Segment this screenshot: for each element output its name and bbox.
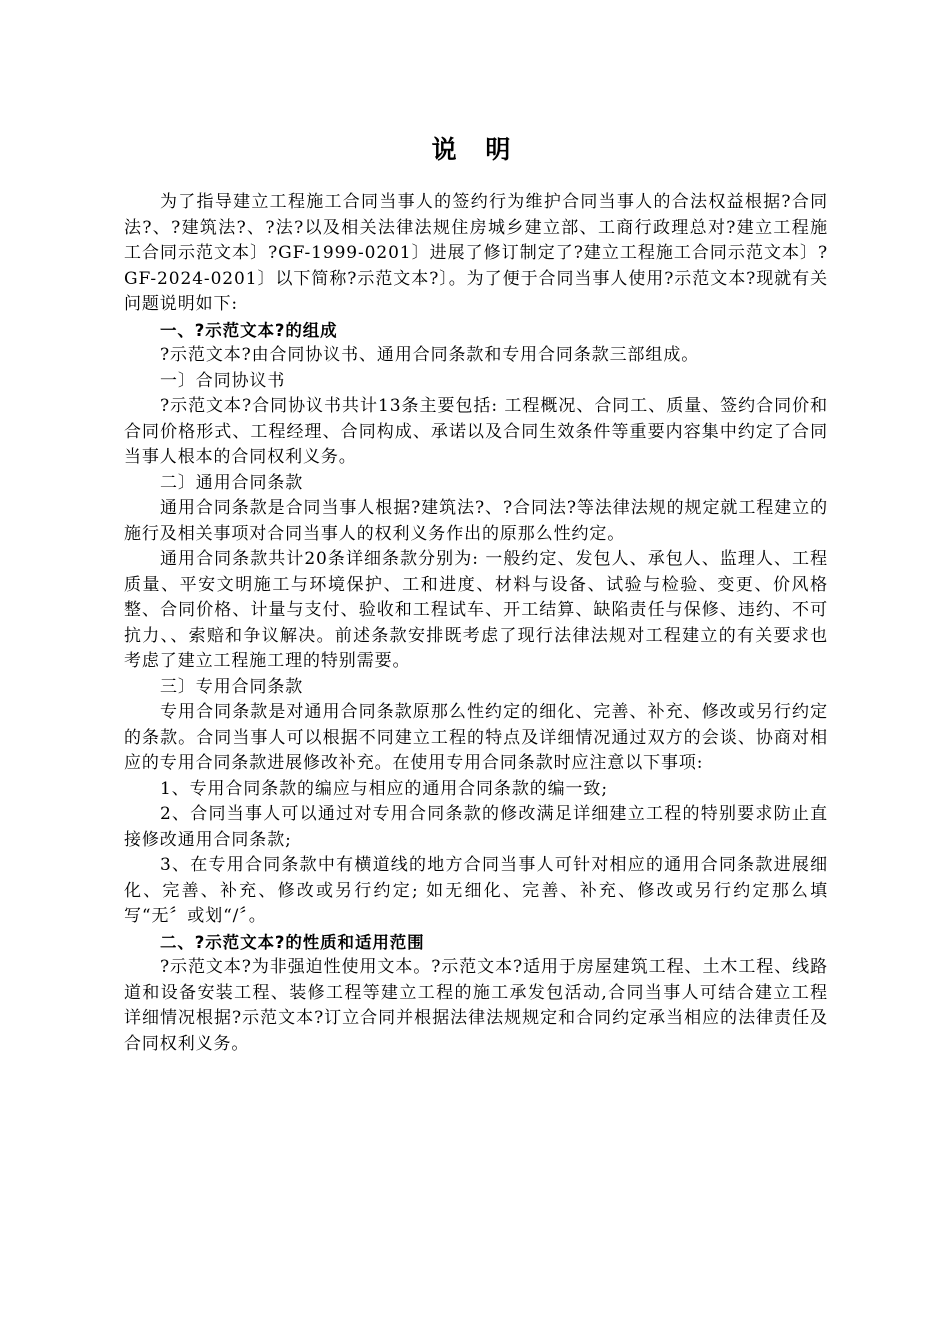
- special-terms-item-3: 3、在专用合同条款中有横道线的地方合同当事人可针对相应的通用合同条款进展细化、完善、补充、修改或另行约定; 如无细化、完善、补充、修改或另行约定那么填写“无〞或划“/〞。: [124, 855, 828, 926]
- special-terms-paragraph: 专用合同条款是对通用合同条款原那么性约定的细化、完善、补充、修改或另行约定的条款。合同当事人可以根据不同建立工程的特点及详细情况通过双方的会谈、协商对相应的专用合同条款进展修改补充。在使用专用合同条款时应注意以下事项:: [124, 702, 828, 773]
- intro-paragraph: 为了指导建立工程施工合同当事人的签约行为维护合同当事人的合法权益根据?合同法?、?建筑法?、?法?以及相关法律法规住房城乡建立部、工商行政理总对?建立工程施工合同示范文本〕?GF-1999-0201〕进展了修订制定了?建立工程施工合同示范文本〕?GF-2024-0201〕以下简称?示范文本?〕。为了便于合同当事人使用?示范文本?现就有关问题说明如下:: [124, 192, 828, 314]
- document-page: [124, 132, 828, 1057]
- subheading-agreement: 一〕合同协议书: [160, 370, 286, 391]
- special-terms-item-1: 1、专用合同条款的编应与相应的通用合同条款的编一致;: [160, 778, 608, 799]
- section-heading-composition: 一、?示范文本?的组成: [160, 320, 338, 340]
- agreement-paragraph: ?示范文本?合同协议书共计13条主要包括: 工程概况、合同工、质量、签约合同价和合同价格形式、工程经理、合同构成、承诺以及合同生效条件等重要内容集中约定了合同当事人根本的合同权利义务。: [124, 396, 828, 467]
- subheading-special-terms: 三〕专用合同条款: [160, 676, 304, 697]
- general-terms-paragraph-1: 通用合同条款是合同当事人根据?建筑法?、?合同法?等法律法规的规定就工程建立的施行及相关事项对合同当事人的权利义务作出的原那么性约定。: [124, 498, 828, 544]
- special-terms-item-2: 2、合同当事人可以通过对专用合同条款的修改满足详细建立工程的特别要求防止直接修改通用合同条款;: [124, 804, 828, 850]
- subheading-general-terms: 二〕通用合同条款: [160, 472, 304, 493]
- document-title: 说 明: [431, 135, 521, 164]
- composition-paragraph: ?示范文本?由合同协议书、通用合同条款和专用合同条款三部组成。: [160, 345, 700, 365]
- nature-scope-paragraph: ?示范文本?为非强迫性使用文本。?示范文本?适用于房屋建筑工程、土木工程、线路道和设备安装工程、装修工程等建立工程的施工承发包活动,合同当事人可结合建立工程详细情况根据?示范文本?订立合同并根据法律法规规定和合同约定承当相应的法律责任及合同权利义务。: [124, 957, 828, 1054]
- section-heading-nature-scope: 二、?示范文本?的性质和适用范围: [160, 932, 425, 952]
- general-terms-paragraph-2: 通用合同条款共计20条详细条款分别为: 一般约定、发包人、承包人、监理人、工程质量、平安文明施工与环境保护、工和进度、材料与设备、试验与检验、变更、价风格整、合同价格、计量与支付、验收和工程试车、开工结算、缺陷责任与保修、违约、不可抗力、、索赔和争议解决。前述条款安排既考虑了现行法律法规对工程建立的有关要求也考虑了建立工程施工理的特别需要。: [124, 549, 828, 671]
